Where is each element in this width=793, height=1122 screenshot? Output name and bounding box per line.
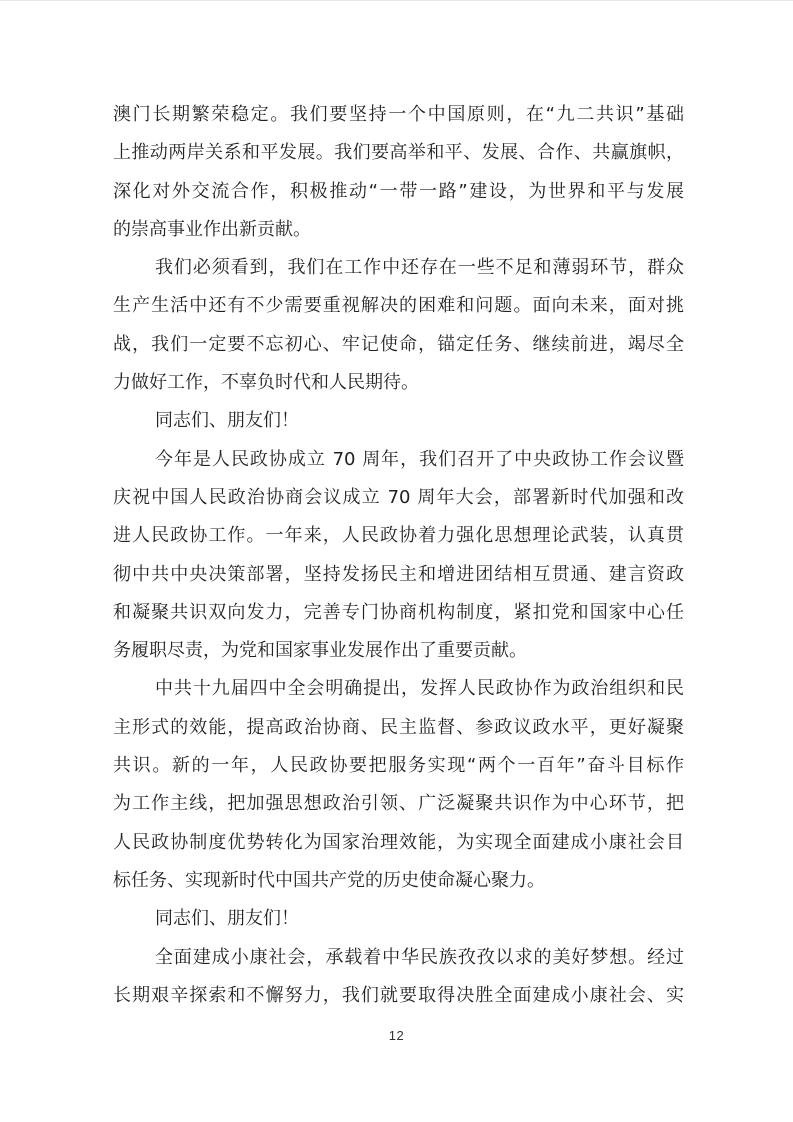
text-line: 生产生活中还有不少需要重视解决的困难和问题。面向未来，面对挑 [113, 295, 684, 317]
text-line: 深化对外交流合作，积极推动“一带一路”建设，为世界和平与发展 [113, 180, 684, 202]
text-line: 我们必须看到，我们在工作中还存在一些不足和薄弱环节，群众 [155, 257, 684, 279]
text-line: 彻中共中央决策部署，坚持发扬民主和增进团结相互贯通、建言资政 [113, 563, 684, 585]
text-line: 上推动两岸关系和平发展。我们要高举和平、发展、合作、共赢旗帜， [113, 142, 684, 164]
text-line: 务履职尽责，为党和国家事业发展作出了重要贡献。 [113, 640, 527, 662]
text-line: 同志们、朋友们！ [155, 410, 299, 432]
text-line: 今年是人民政协成立 70 周年，我们召开了中央政协工作会议暨 [155, 448, 684, 470]
text-line: 同志们、朋友们！ [155, 908, 299, 930]
text-line: 全面建成小康社会，承载着中华民族孜孜以求的美好梦想。经过 [155, 946, 684, 968]
document-body [113, 96, 684, 1015]
text-line: 澳门长期繁荣稳定。我们要坚持一个中国原则，在“九二共识”基础 [113, 104, 684, 125]
text-line: 中共十九届四中全会明确提出，发挥人民政协作为政治组织和民 [155, 678, 684, 700]
text-line: 的崇高事业作出新贡献。 [113, 218, 311, 240]
text-line: 人民政协制度优势转化为国家治理效能，为实现全面建成小康社会目 [113, 831, 684, 853]
text-line: 庆祝中国人民政治协商会议成立 70 周年大会，部署新时代加强和改 [113, 486, 684, 508]
page-number: 12 [388, 1028, 405, 1043]
text-line: 和凝聚共识双向发力，完善专门协商机构制度，紧扣党和国家中心任 [113, 601, 684, 623]
text-line: 为工作主线，把加强思想政治引领、广泛凝聚共识作为中心环节，把 [113, 793, 684, 815]
text-line: 进人民政协工作。一年来，人民政协着力强化思想理论武装，认真贯 [113, 525, 684, 547]
text-line: 标任务、实现新时代中国共产党的历史使命凝心聚力。 [113, 869, 545, 891]
text-line: 主形式的效能，提高政治协商、民主监督、参政议政水平，更好凝聚 [113, 716, 684, 738]
page-footer [0, 1025, 793, 1044]
text-line: 力做好工作，不辜负时代和人民期待。 [113, 372, 419, 394]
text-line: 共识。新的一年，人民政协要把服务实现“两个一百年”奋斗目标作 [113, 755, 684, 777]
text-line: 长期艰辛探索和不懈努力，我们就要取得决胜全面建成小康社会、实 [113, 984, 684, 1006]
text-line: 战，我们一定要不忘初心、牢记使命，锚定任务、继续前进，竭尽全 [113, 333, 684, 355]
